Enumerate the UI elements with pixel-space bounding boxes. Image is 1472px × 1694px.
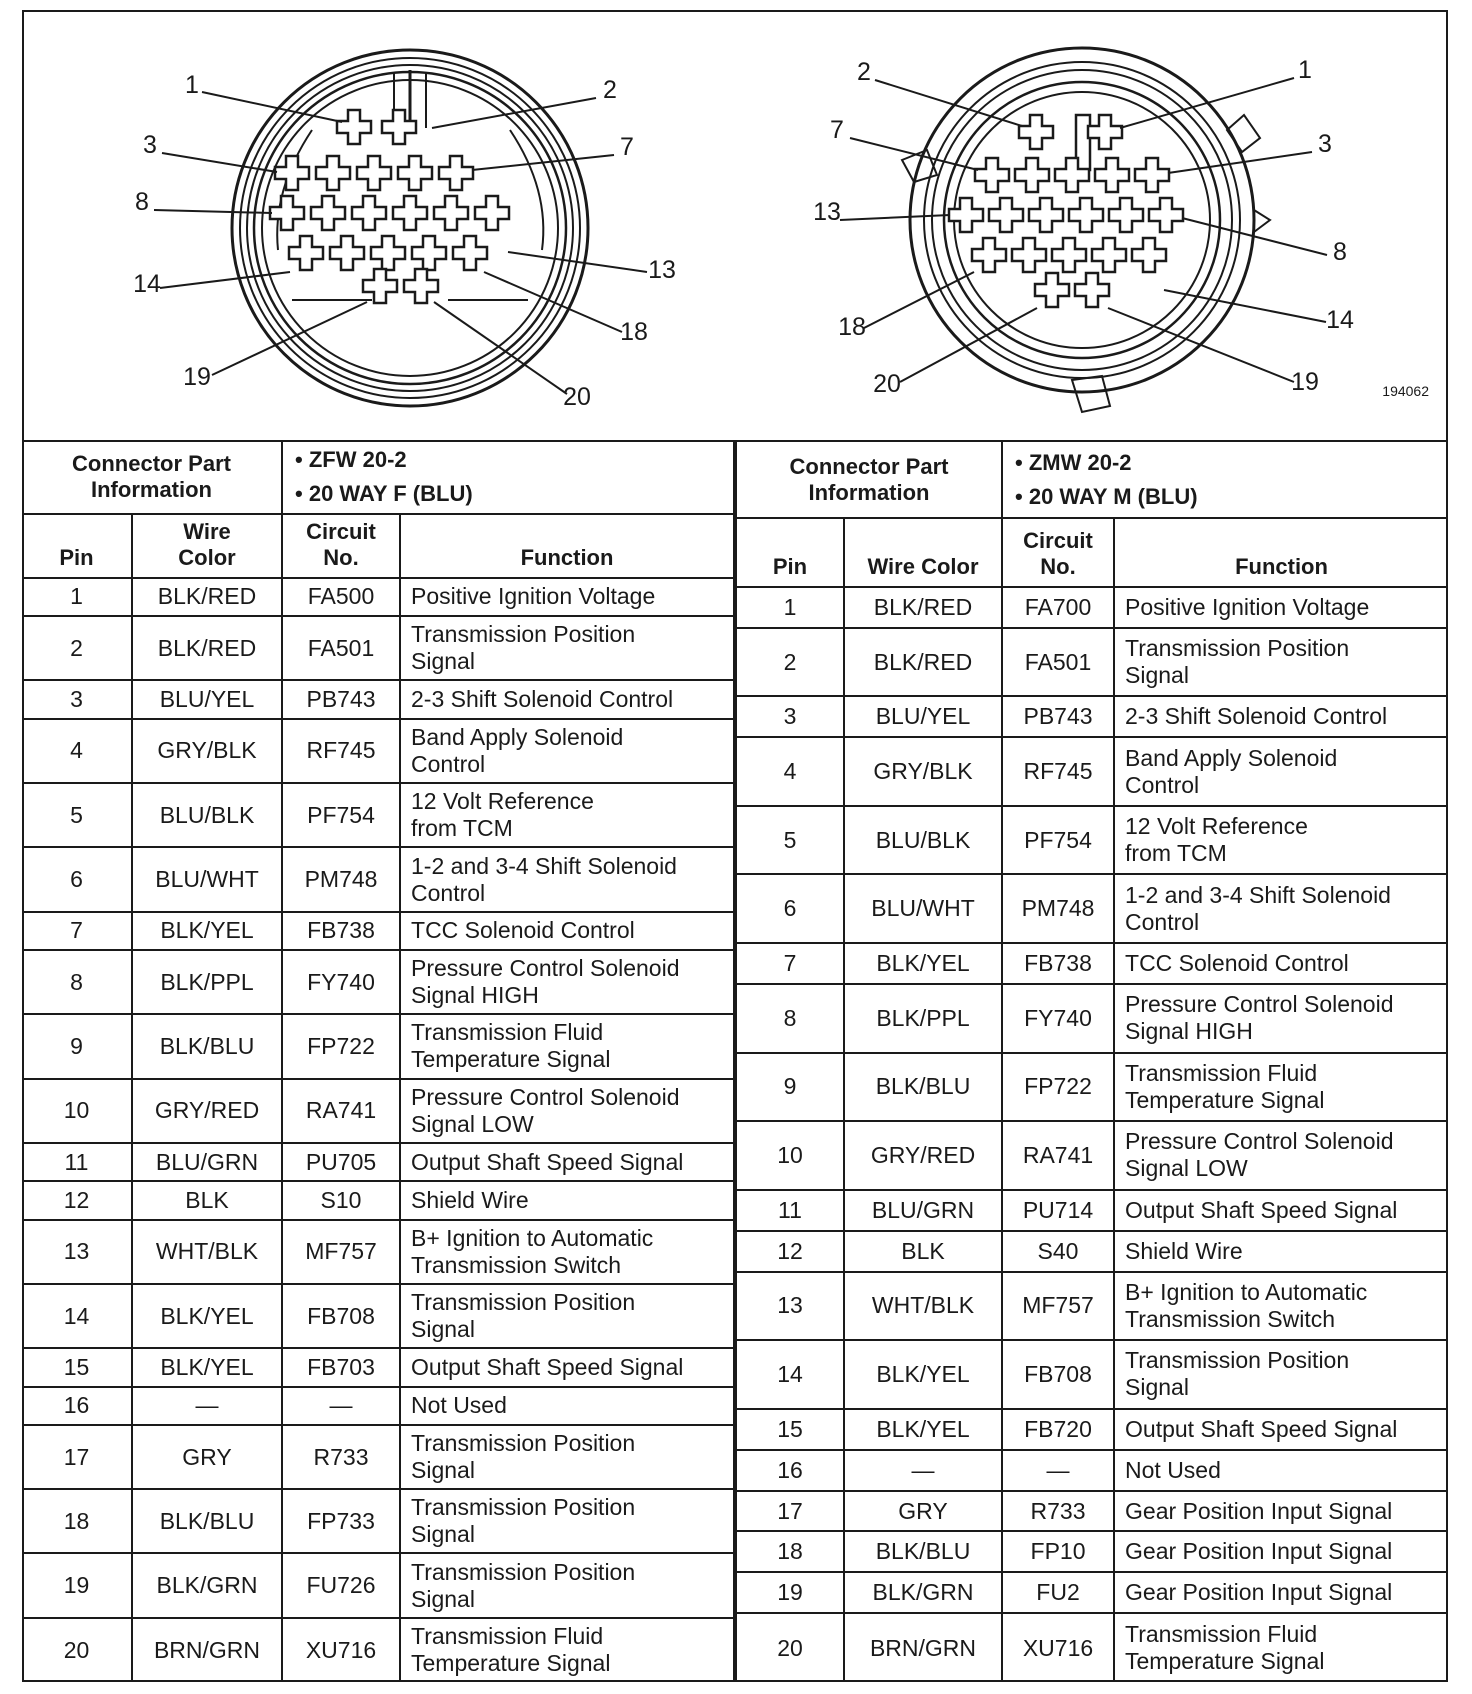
pin-socket bbox=[412, 236, 446, 270]
table-row bbox=[736, 1340, 1448, 1409]
table-row bbox=[22, 1348, 734, 1386]
function-cell: Transmission Position Signal bbox=[1114, 1340, 1448, 1409]
table-row bbox=[736, 1231, 1448, 1272]
circuit-cell: FA501 bbox=[1002, 628, 1114, 697]
function-cell: B+ Ignition to Automatic Transmission Switch bbox=[400, 1220, 734, 1284]
left-info-label: Connector Part Information bbox=[22, 442, 282, 514]
table-row bbox=[736, 1613, 1448, 1682]
circuit-cell: FA500 bbox=[282, 578, 400, 616]
pin-cell: 9 bbox=[22, 1014, 132, 1078]
wire-color-cell: BLK/GRN bbox=[844, 1572, 1002, 1613]
function-cell: 1-2 and 3-4 Shift Solenoid Control bbox=[400, 847, 734, 911]
wire-color-cell: BLK/YEL bbox=[844, 1340, 1002, 1409]
circuit-cell: FB720 bbox=[1002, 1409, 1114, 1450]
table-row bbox=[22, 912, 734, 950]
pin-socket bbox=[1088, 115, 1122, 149]
pin-number-label: 14 bbox=[133, 270, 161, 298]
pin-socket bbox=[1029, 198, 1063, 232]
pin-header: Pin bbox=[22, 514, 132, 578]
pin-cell: 5 bbox=[22, 783, 132, 847]
wire-color-cell: GRY/BLK bbox=[844, 737, 1002, 806]
wire-color-cell: BLK/GRN bbox=[132, 1553, 282, 1617]
leader-line bbox=[864, 272, 974, 328]
pin-number-label: 19 bbox=[183, 363, 211, 391]
table-row bbox=[22, 1014, 734, 1078]
pin-cell: 16 bbox=[736, 1450, 844, 1491]
table-row bbox=[736, 737, 1448, 806]
pin-cell: 17 bbox=[736, 1491, 844, 1532]
table-row bbox=[736, 1272, 1448, 1341]
wire-color-cell: BLK/YEL bbox=[132, 912, 282, 950]
wire-color-cell: GRY/RED bbox=[844, 1121, 1002, 1190]
wire-color-cell: BLK/BLU bbox=[132, 1489, 282, 1553]
pin-number-label: 3 bbox=[143, 131, 157, 159]
table-row bbox=[22, 1425, 734, 1489]
wire-color-cell: GRY/BLK bbox=[132, 719, 282, 783]
pin-number-label: 20 bbox=[873, 370, 901, 398]
table-row bbox=[736, 874, 1448, 943]
pin-socket bbox=[1149, 198, 1183, 232]
function-cell: Gear Position Input Signal bbox=[1114, 1572, 1448, 1613]
wire-color-cell: BLK/YEL bbox=[132, 1284, 282, 1348]
function-cell: Shield Wire bbox=[1114, 1231, 1448, 1272]
function-cell: Output Shaft Speed Signal bbox=[400, 1143, 734, 1181]
circuit-cell: FA700 bbox=[1002, 587, 1114, 628]
function-cell: Band Apply Solenoid Control bbox=[400, 719, 734, 783]
function-cell: Band Apply Solenoid Control bbox=[1114, 737, 1448, 806]
table-row bbox=[22, 950, 734, 1014]
pin-socket bbox=[989, 198, 1023, 232]
pin-socket bbox=[1052, 238, 1086, 272]
pin-cell: 12 bbox=[736, 1231, 844, 1272]
table-row bbox=[22, 847, 734, 911]
pin-cell: 9 bbox=[736, 1053, 844, 1122]
pin-number-label: 13 bbox=[813, 198, 841, 226]
pin-cell: 2 bbox=[736, 628, 844, 697]
circuit-cell: PB743 bbox=[1002, 696, 1114, 737]
wire-color-cell: GRY bbox=[132, 1425, 282, 1489]
table-row bbox=[736, 943, 1448, 984]
left-column-header bbox=[22, 514, 734, 578]
function-cell: 12 Volt Reference from TCM bbox=[400, 783, 734, 847]
table-row bbox=[736, 1190, 1448, 1231]
function-cell: Output Shaft Speed Signal bbox=[1114, 1190, 1448, 1231]
pin-socket bbox=[270, 196, 304, 230]
wire-color-cell: WHT/BLK bbox=[844, 1272, 1002, 1341]
pin-cell: 13 bbox=[22, 1220, 132, 1284]
function-cell: Transmission Position Signal bbox=[400, 1284, 734, 1348]
connector-diagram bbox=[22, 10, 1448, 440]
right-info-values: • ZMW 20-2 • 20 WAY M (BLU) bbox=[1002, 442, 1448, 518]
pin-socket bbox=[1095, 158, 1129, 192]
circuit-cell: PB743 bbox=[282, 680, 400, 718]
wire-color-cell: BLK/RED bbox=[844, 587, 1002, 628]
pin-number-label: 7 bbox=[830, 116, 844, 144]
circuit-cell: PU705 bbox=[282, 1143, 400, 1181]
pin-cell: 3 bbox=[736, 696, 844, 737]
wire-color-cell: GRY/RED bbox=[132, 1079, 282, 1143]
function-cell: Positive Ignition Voltage bbox=[400, 578, 734, 616]
pin-socket bbox=[398, 156, 432, 190]
wire-color-cell: BRN/GRN bbox=[132, 1618, 282, 1682]
pin-socket bbox=[475, 196, 509, 230]
circuit-cell: FU2 bbox=[1002, 1572, 1114, 1613]
circuit-cell: MF757 bbox=[282, 1220, 400, 1284]
pin-cell: 19 bbox=[22, 1553, 132, 1617]
circuit-cell: S10 bbox=[282, 1181, 400, 1219]
function-cell: Gear Position Input Signal bbox=[1114, 1531, 1448, 1572]
pin-cell: 11 bbox=[736, 1190, 844, 1231]
pin-socket bbox=[357, 156, 391, 190]
pin-socket bbox=[1075, 273, 1109, 307]
circuit-cell: FB708 bbox=[282, 1284, 400, 1348]
left-info-values: • ZFW 20-2 • 20 WAY F (BLU) bbox=[282, 442, 734, 514]
wire-color-cell: BLK bbox=[132, 1181, 282, 1219]
pin-socket bbox=[1019, 115, 1053, 149]
function-cell: Output Shaft Speed Signal bbox=[1114, 1409, 1448, 1450]
pin-cell: 11 bbox=[22, 1143, 132, 1181]
circuit-cell: FU726 bbox=[282, 1553, 400, 1617]
circuit-header: Circuit No. bbox=[282, 514, 400, 578]
wire-color-cell: — bbox=[132, 1387, 282, 1425]
pin-socket bbox=[393, 196, 427, 230]
table-row bbox=[22, 578, 734, 616]
pin-cell: 20 bbox=[736, 1613, 844, 1682]
circuit-cell: FP722 bbox=[282, 1014, 400, 1078]
wire-color-header: Wire Color bbox=[132, 514, 282, 578]
function-cell: TCC Solenoid Control bbox=[400, 912, 734, 950]
pin-number-label: 8 bbox=[1333, 238, 1347, 266]
circuit-cell: R733 bbox=[1002, 1491, 1114, 1532]
pin-socket bbox=[975, 158, 1009, 192]
circuit-cell: PF754 bbox=[282, 783, 400, 847]
circuit-cell: MF757 bbox=[1002, 1272, 1114, 1341]
circuit-cell: FP10 bbox=[1002, 1531, 1114, 1572]
pin-socket bbox=[972, 238, 1006, 272]
pin-cell: 10 bbox=[22, 1079, 132, 1143]
function-cell: Transmission Position Signal bbox=[400, 1553, 734, 1617]
function-cell: Transmission Position Signal bbox=[400, 1489, 734, 1553]
wire-color-cell: BLK/RED bbox=[132, 578, 282, 616]
pin-cell: 18 bbox=[736, 1531, 844, 1572]
wire-color-cell: BLU/WHT bbox=[844, 874, 1002, 943]
wire-color-cell: BLU/WHT bbox=[132, 847, 282, 911]
circuit-cell: PM748 bbox=[1002, 874, 1114, 943]
circuit-cell: FP733 bbox=[282, 1489, 400, 1553]
table-row bbox=[736, 1409, 1448, 1450]
wire-color-cell: BLK/BLU bbox=[132, 1014, 282, 1078]
circuit-cell: — bbox=[282, 1387, 400, 1425]
pin-cell: 17 bbox=[22, 1425, 132, 1489]
circuit-cell: PF754 bbox=[1002, 806, 1114, 875]
pin-socket bbox=[1092, 238, 1126, 272]
left-pinout-table bbox=[22, 442, 735, 1682]
table-row bbox=[22, 1143, 734, 1181]
pin-number-label: 18 bbox=[838, 313, 866, 341]
pin-socket bbox=[337, 110, 371, 144]
pin-socket bbox=[371, 236, 405, 270]
circuit-cell: RA741 bbox=[282, 1079, 400, 1143]
wire-color-cell: BLK/BLU bbox=[844, 1053, 1002, 1122]
pin-cell: 2 bbox=[22, 616, 132, 680]
table-row bbox=[736, 806, 1448, 875]
circuit-cell: S40 bbox=[1002, 1231, 1114, 1272]
leader-line bbox=[1164, 290, 1326, 322]
table-row bbox=[736, 984, 1448, 1053]
wire-color-cell: BLK/RED bbox=[132, 616, 282, 680]
leader-line bbox=[850, 138, 978, 170]
wire-color-cell: BLK/YEL bbox=[844, 943, 1002, 984]
right-connector-pins bbox=[949, 115, 1183, 307]
circuit-cell: FB703 bbox=[282, 1348, 400, 1386]
function-cell: Transmission Position Signal bbox=[400, 616, 734, 680]
pin-socket bbox=[352, 196, 386, 230]
table-row bbox=[736, 1450, 1448, 1491]
right-pinout-table bbox=[735, 442, 1448, 1682]
table-row bbox=[22, 1181, 734, 1219]
circuit-cell: XU716 bbox=[1002, 1613, 1114, 1682]
function-cell: TCC Solenoid Control bbox=[1114, 943, 1448, 984]
pin-number-label: 1 bbox=[1298, 56, 1312, 84]
circuit-cell: FA501 bbox=[282, 616, 400, 680]
pin-cell: 7 bbox=[736, 943, 844, 984]
circuit-cell: FP722 bbox=[1002, 1053, 1114, 1122]
function-cell: Positive Ignition Voltage bbox=[1114, 587, 1448, 628]
wire-color-header: Wire Color bbox=[844, 518, 1002, 587]
wire-color-cell: BLU/GRN bbox=[132, 1143, 282, 1181]
leader-line bbox=[875, 80, 1022, 126]
function-cell: Pressure Control Solenoid Signal LOW bbox=[1114, 1121, 1448, 1190]
function-cell: Not Used bbox=[1114, 1450, 1448, 1491]
pin-number-label: 19 bbox=[1291, 368, 1319, 396]
pin-number-label: 7 bbox=[620, 133, 634, 161]
function-cell: Transmission Position Signal bbox=[400, 1425, 734, 1489]
pin-cell: 20 bbox=[22, 1618, 132, 1682]
table-row bbox=[736, 1121, 1448, 1190]
pin-socket bbox=[330, 236, 364, 270]
table-row bbox=[22, 1220, 734, 1284]
pin-cell: 12 bbox=[22, 1181, 132, 1219]
pin-number-label: 1 bbox=[185, 71, 199, 99]
pin-number-label: 13 bbox=[648, 256, 676, 284]
wire-color-cell: BLK/PPL bbox=[844, 984, 1002, 1053]
pin-cell: 19 bbox=[736, 1572, 844, 1613]
wire-color-cell: BLK/YEL bbox=[132, 1348, 282, 1386]
function-cell: Pressure Control Solenoid Signal HIGH bbox=[400, 950, 734, 1014]
pin-cell: 15 bbox=[736, 1409, 844, 1450]
table-row bbox=[736, 696, 1448, 737]
pin-socket bbox=[1012, 238, 1046, 272]
pin-cell: 4 bbox=[22, 719, 132, 783]
wire-color-cell: GRY bbox=[844, 1491, 1002, 1532]
circuit-cell: — bbox=[1002, 1450, 1114, 1491]
pin-socket bbox=[1135, 158, 1169, 192]
function-header: Function bbox=[400, 514, 734, 578]
pin-socket bbox=[1035, 273, 1069, 307]
pin-cell: 1 bbox=[736, 587, 844, 628]
table-row bbox=[736, 1491, 1448, 1532]
function-cell: Output Shaft Speed Signal bbox=[400, 1348, 734, 1386]
circuit-cell: RF745 bbox=[1002, 737, 1114, 806]
pin-cell: 7 bbox=[22, 912, 132, 950]
wire-color-cell: BLU/GRN bbox=[844, 1190, 1002, 1231]
circuit-cell: FB738 bbox=[282, 912, 400, 950]
table-row bbox=[22, 1079, 734, 1143]
wire-color-cell: BLU/YEL bbox=[132, 680, 282, 718]
wire-color-cell: BLK/BLU bbox=[844, 1531, 1002, 1572]
circuit-cell: PM748 bbox=[282, 847, 400, 911]
table-row bbox=[22, 1618, 734, 1682]
wire-color-cell: BLK/YEL bbox=[844, 1409, 1002, 1450]
pin-cell: 18 bbox=[22, 1489, 132, 1553]
function-cell: Transmission Fluid Temperature Signal bbox=[1114, 1613, 1448, 1682]
pin-cell: 6 bbox=[22, 847, 132, 911]
table-row bbox=[736, 587, 1448, 628]
function-cell: Transmission Fluid Temperature Signal bbox=[1114, 1053, 1448, 1122]
function-cell: Transmission Fluid Temperature Signal bbox=[400, 1014, 734, 1078]
pin-socket bbox=[275, 156, 309, 190]
pin-socket bbox=[311, 196, 345, 230]
circuit-cell: RA741 bbox=[1002, 1121, 1114, 1190]
table-row bbox=[22, 783, 734, 847]
function-cell: Transmission Position Signal bbox=[1114, 628, 1448, 697]
table-row bbox=[22, 1387, 734, 1425]
pin-socket bbox=[363, 269, 397, 303]
leader-line bbox=[472, 155, 614, 170]
circuit-cell: FY740 bbox=[282, 950, 400, 1014]
table-row bbox=[736, 1053, 1448, 1122]
pin-cell: 15 bbox=[22, 1348, 132, 1386]
circuit-cell: FB708 bbox=[1002, 1340, 1114, 1409]
wire-color-cell: BLK/RED bbox=[844, 628, 1002, 697]
pin-number-label: 3 bbox=[1318, 130, 1332, 158]
circuit-header: Circuit No. bbox=[1002, 518, 1114, 587]
function-cell: Gear Position Input Signal bbox=[1114, 1491, 1448, 1532]
pin-cell: 10 bbox=[736, 1121, 844, 1190]
function-cell: 2-3 Shift Solenoid Control bbox=[400, 680, 734, 718]
figure-code: 194062 bbox=[1382, 383, 1429, 399]
function-cell: 12 Volt Reference from TCM bbox=[1114, 806, 1448, 875]
function-cell: Pressure Control Solenoid Signal LOW bbox=[400, 1079, 734, 1143]
circuit-cell: R733 bbox=[282, 1425, 400, 1489]
pin-cell: 8 bbox=[22, 950, 132, 1014]
pin-cell: 16 bbox=[22, 1387, 132, 1425]
pin-socket bbox=[1132, 238, 1166, 272]
table-row bbox=[736, 1531, 1448, 1572]
circuit-cell: XU716 bbox=[282, 1618, 400, 1682]
pin-cell: 14 bbox=[736, 1340, 844, 1409]
pin-number-label: 14 bbox=[1326, 306, 1354, 334]
function-cell: 1-2 and 3-4 Shift Solenoid Control bbox=[1114, 874, 1448, 943]
leader-line bbox=[484, 272, 622, 332]
pinout-tables bbox=[22, 440, 1448, 1682]
circuit-cell: PU714 bbox=[1002, 1190, 1114, 1231]
circuit-cell: FB738 bbox=[1002, 943, 1114, 984]
pin-cell: 1 bbox=[22, 578, 132, 616]
table-row bbox=[22, 1489, 734, 1553]
function-cell: B+ Ignition to Automatic Transmission Switch bbox=[1114, 1272, 1448, 1341]
wire-color-cell: WHT/BLK bbox=[132, 1220, 282, 1284]
wire-color-cell: BLU/BLK bbox=[844, 806, 1002, 875]
pin-number-label: 2 bbox=[603, 76, 617, 104]
wire-color-cell: BLK bbox=[844, 1231, 1002, 1272]
wire-color-cell: BLK/PPL bbox=[132, 950, 282, 1014]
pin-cell: 6 bbox=[736, 874, 844, 943]
pin-cell: 8 bbox=[736, 984, 844, 1053]
pin-number-label: 20 bbox=[563, 383, 591, 411]
table-row bbox=[22, 1553, 734, 1617]
pin-socket bbox=[439, 156, 473, 190]
function-cell: Transmission Fluid Temperature Signal bbox=[400, 1618, 734, 1682]
wire-color-cell: BLU/YEL bbox=[844, 696, 1002, 737]
pin-cell: 5 bbox=[736, 806, 844, 875]
wire-color-cell: — bbox=[844, 1450, 1002, 1491]
pin-socket bbox=[404, 269, 438, 303]
pin-cell: 4 bbox=[736, 737, 844, 806]
pin-socket bbox=[434, 196, 468, 230]
pin-number-label: 2 bbox=[857, 58, 871, 86]
leader-line bbox=[840, 215, 950, 220]
pin-number-label: 8 bbox=[135, 188, 149, 216]
pin-socket bbox=[1069, 198, 1103, 232]
circuit-cell: RF745 bbox=[282, 719, 400, 783]
pin-socket bbox=[1109, 198, 1143, 232]
leader-line bbox=[1108, 308, 1294, 382]
pin-socket bbox=[453, 236, 487, 270]
table-row bbox=[736, 628, 1448, 697]
pin-socket bbox=[1015, 158, 1049, 192]
table-row bbox=[22, 680, 734, 718]
function-cell: 2-3 Shift Solenoid Control bbox=[1114, 696, 1448, 737]
function-cell: Not Used bbox=[400, 1387, 734, 1425]
right-info-label: Connector Part Information bbox=[736, 442, 1002, 518]
pin-number-label: 18 bbox=[620, 318, 648, 346]
table-row bbox=[22, 719, 734, 783]
pin-socket bbox=[289, 236, 323, 270]
leader-line bbox=[1120, 78, 1294, 128]
left-info-row bbox=[22, 442, 734, 514]
wire-color-cell: BRN/GRN bbox=[844, 1613, 1002, 1682]
function-cell: Pressure Control Solenoid Signal HIGH bbox=[1114, 984, 1448, 1053]
pin-cell: 3 bbox=[22, 680, 132, 718]
pin-header: Pin bbox=[736, 518, 844, 587]
table-row bbox=[22, 616, 734, 680]
pin-cell: 14 bbox=[22, 1284, 132, 1348]
function-header: Function bbox=[1114, 518, 1448, 587]
right-column-header bbox=[736, 518, 1448, 587]
table-row bbox=[736, 1572, 1448, 1613]
function-cell: Shield Wire bbox=[400, 1181, 734, 1219]
pin-socket bbox=[1055, 158, 1089, 192]
circuit-cell: FY740 bbox=[1002, 984, 1114, 1053]
wire-color-cell: BLU/BLK bbox=[132, 783, 282, 847]
right-info-row bbox=[736, 442, 1448, 518]
pin-cell: 13 bbox=[736, 1272, 844, 1341]
table-row bbox=[22, 1284, 734, 1348]
pin-socket bbox=[316, 156, 350, 190]
